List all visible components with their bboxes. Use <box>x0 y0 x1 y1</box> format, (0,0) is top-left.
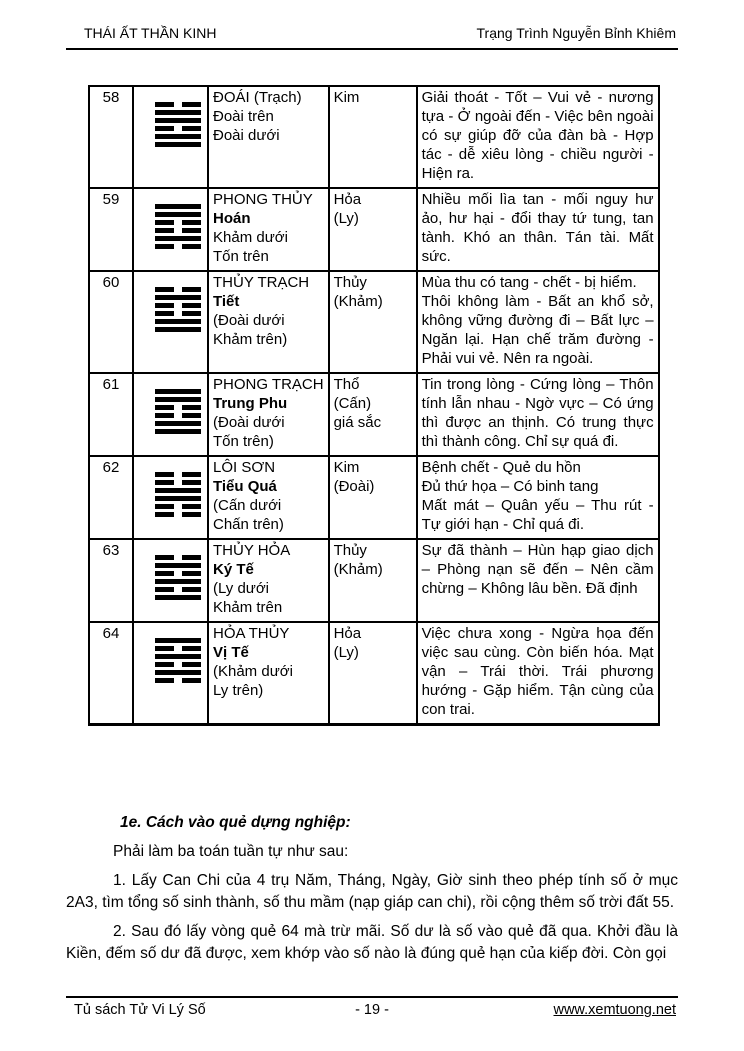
broken-line-icon <box>155 512 201 517</box>
element-line: (Ly) <box>333 644 359 661</box>
hexagram-name-line: LÔI SƠN <box>213 459 276 476</box>
description-cell <box>417 456 659 539</box>
description-cell <box>417 622 659 725</box>
description-paragraph: Giải thoát - Tốt – Vui vẻ - nương tựa - Ở ngoài đến - Việc bên ngoài có sự giúp đỡ của đàn bà - Hợp tác - dễ xiêu lòng - chiều người - Hiện ra. <box>421 89 654 182</box>
solid-line-icon <box>155 118 201 123</box>
element-line: Thủy <box>333 274 367 291</box>
element-line: (Khảm) <box>333 561 383 578</box>
hexagram-icon <box>155 204 201 249</box>
element-line: (Khảm) <box>333 293 383 310</box>
hexagram-figure-cell <box>133 539 208 622</box>
hexagram-name-line: Trung Phu <box>213 395 288 412</box>
hexagram-number: 59 <box>89 188 133 271</box>
hexagram-icon <box>155 472 201 517</box>
description-cell <box>417 271 659 373</box>
section-paragraph: 1. Lấy Can Chi của 4 trụ Năm, Tháng, Ngày, Giờ sinh theo phép tính số ở mục 2A3, tìm tổng số sinh thành, số thu mầm (nạp giáp can chi), rồi cộng thêm số trời đất 55. <box>66 872 678 911</box>
section-paragraph: 2. Sau đó lấy vòng quẻ 64 mà trừ mãi. Số dư là số vào quẻ đã qua. Khởi đầu là Kiền, đếm số dư đã được, xem khớp vào số nào là đúng quẻ hạn của kiếp đời. Còn gọi <box>66 923 678 962</box>
broken-line-icon <box>155 126 201 131</box>
hexagram-name-line: (Ly dưới <box>213 580 270 597</box>
hexagram-name-line: THỦY HỎA <box>213 542 291 559</box>
hexagram-name-line: PHONG THỦY <box>213 191 313 208</box>
hexagram-figure-cell <box>133 188 208 271</box>
description-cell <box>417 539 659 622</box>
page-footer <box>66 996 678 1018</box>
description-paragraph: Tin trong lòng - Cứng lòng – Thôn tính lẫn nhau - Ngờ vực – Có ứng thì được an thịnh. Có trung thực thì thành công. Chỉ sự quá đi. <box>421 376 654 450</box>
table-row <box>89 86 659 188</box>
hexagram-name-cell <box>208 271 329 373</box>
hexagram-name-line: (Cấn dưới <box>213 497 282 514</box>
hexagram-icon <box>155 102 201 147</box>
element-cell <box>329 373 417 456</box>
broken-line-icon <box>155 662 201 667</box>
solid-line-icon <box>155 563 201 568</box>
hexagram-figure-cell <box>133 622 208 725</box>
broken-line-icon <box>155 571 201 576</box>
hexagram-name-line: ĐOÁI (Trạch) <box>213 89 302 106</box>
element-line: Thổ <box>333 376 360 393</box>
element-cell <box>329 456 417 539</box>
broken-line-icon <box>155 287 201 292</box>
hexagram-table-body <box>89 86 659 725</box>
solid-line-icon <box>155 429 201 434</box>
hexagram-name-line: Khảm dưới <box>213 229 288 246</box>
description-paragraph: Bệnh chết - Quẻ du hồn <box>421 459 581 476</box>
hexagram-name-line: Đoài dưới <box>213 127 280 144</box>
table-row <box>89 188 659 271</box>
page-number: - 19 - <box>355 1002 389 1018</box>
broken-line-icon <box>155 413 201 418</box>
hexagram-number: 64 <box>89 622 133 725</box>
solid-line-icon <box>155 488 201 493</box>
element-line: (Đoài) <box>333 478 375 495</box>
hexagram-name-line: PHONG TRẠCH <box>213 376 324 393</box>
hexagram-name-line: Đoài trên <box>213 108 274 125</box>
hexagram-icon <box>155 638 201 683</box>
hexagram-name-cell <box>208 188 329 271</box>
element-cell <box>329 539 417 622</box>
table-row <box>89 622 659 725</box>
table-row <box>89 539 659 622</box>
hexagram-number: 61 <box>89 373 133 456</box>
description-paragraph: Việc chưa xong - Ngừa họa đến việc sau cùng. Còn biến hóa. Mạt vận – Trái thời. Trái phương hướng - Gặp hiểm. Tận cùng của con trai. <box>421 625 654 718</box>
element-line: Kim <box>333 89 360 106</box>
solid-line-icon <box>155 595 201 600</box>
broken-line-icon <box>155 244 201 249</box>
solid-line-icon <box>155 236 201 241</box>
element-line: Hỏa <box>333 625 362 642</box>
solid-line-icon <box>155 319 201 324</box>
solid-line-icon <box>155 134 201 139</box>
element-line: Thủy <box>333 542 367 559</box>
description-paragraph: Nhiều mối lìa tan - mối nguy hư ảo, hư hại - đổi thay tứ tung, tan tành. Khó an thân. Tán tài. Mất sức. <box>421 191 654 265</box>
hexagram-name-line: (Đoài dưới <box>213 414 285 431</box>
hexagram-name-line: Tiểu Quá <box>213 478 277 495</box>
solid-line-icon <box>155 142 201 147</box>
table-row <box>89 456 659 539</box>
hexagram-figure-cell <box>133 456 208 539</box>
hexagram-number: 62 <box>89 456 133 539</box>
hexagram-name-line: Khảm trên) <box>213 331 288 348</box>
hexagram-name-line: Ký Tế <box>213 561 254 578</box>
table-row <box>89 373 659 456</box>
solid-line-icon <box>155 496 201 501</box>
element-line: Kim <box>333 459 360 476</box>
hexagram-name-cell <box>208 622 329 725</box>
broken-line-icon <box>155 405 201 410</box>
hexagram-number: 60 <box>89 271 133 373</box>
broken-line-icon <box>155 678 201 683</box>
solid-line-icon <box>155 327 201 332</box>
description-paragraph: Mất mát – Quân yếu – Thu rút - Tự giới hạn - Chỉ quá đi. <box>421 497 654 533</box>
hexagram-name-line: Tốn trên) <box>213 433 274 450</box>
description-paragraph: Sự đã thành – Hùn hạp giao dịch – Phòng nạn sẽ đến – Nên cầm chừng – Không lâu bền. Đã định <box>421 542 654 597</box>
hexagram-figure-cell <box>133 86 208 188</box>
broken-line-icon <box>155 646 201 651</box>
solid-line-icon <box>155 670 201 675</box>
broken-line-icon <box>155 228 201 233</box>
solid-line-icon <box>155 204 201 209</box>
element-cell <box>329 188 417 271</box>
description-cell <box>417 188 659 271</box>
solid-line-icon <box>155 110 201 115</box>
hexagram-icon <box>155 389 201 434</box>
element-cell <box>329 271 417 373</box>
solid-line-icon <box>155 579 201 584</box>
hexagram-name-line: HỎA THỦY <box>213 625 290 642</box>
description-paragraph: Đủ thứ họa – Có binh tang <box>421 478 599 495</box>
broken-line-icon <box>155 587 201 592</box>
footer-series-title: Tủ sách Tử Vi Lý Số <box>74 1002 206 1018</box>
element-cell <box>329 622 417 725</box>
hexagram-table <box>88 85 660 726</box>
description-cell <box>417 373 659 456</box>
solid-line-icon <box>155 212 201 217</box>
hexagram-figure-cell <box>133 373 208 456</box>
section-paragraph: Phải làm ba toán tuần tự như sau: <box>113 843 349 860</box>
element-line: giá sắc <box>333 414 382 431</box>
hexagram-name-line: (Đoài dưới <box>213 312 285 329</box>
broken-line-icon <box>155 102 201 107</box>
solid-line-icon <box>155 421 201 426</box>
solid-line-icon <box>155 397 201 402</box>
hexagram-name-line: Ly trên) <box>213 682 264 699</box>
hexagram-name-line: Chấn trên) <box>213 516 284 533</box>
hexagram-name-cell <box>208 86 329 188</box>
description-cell <box>417 86 659 188</box>
hexagram-name-cell <box>208 456 329 539</box>
broken-line-icon <box>155 220 201 225</box>
broken-line-icon <box>155 555 201 560</box>
hexagram-name-line: THỦY TRẠCH <box>213 274 310 291</box>
broken-line-icon <box>155 480 201 485</box>
body-section <box>66 812 678 965</box>
element-line: (Ly) <box>333 210 359 227</box>
description-paragraph: Mùa thu có tang - chết - bị hiểm. <box>421 274 637 291</box>
hexagram-number: 58 <box>89 86 133 188</box>
hexagram-name-line: Vị Tế <box>213 644 249 661</box>
hexagram-icon <box>155 555 201 600</box>
description-paragraph: Thôi không làm - Bất an khổ sở, không vững đường đi – Bất lực – Ngăn lại. Hạn chế trăm đường - Phải vui vẻ. Nên ra ngoài. <box>421 293 654 367</box>
broken-line-icon <box>155 504 201 509</box>
hexagram-number: 63 <box>89 539 133 622</box>
element-line: Hỏa <box>333 191 362 208</box>
hexagram-name-line: Tốn trên <box>213 248 269 265</box>
solid-line-icon <box>155 638 201 643</box>
broken-line-icon <box>155 303 201 308</box>
section-heading: 1e. Cách vào quẻ dựng nghiệp: <box>120 814 351 831</box>
hexagram-name-line: Hoán <box>213 210 251 227</box>
hexagram-name-line: (Khảm dưới <box>213 663 293 680</box>
hexagram-name-line: Khảm trên <box>213 599 283 616</box>
hexagram-name-cell <box>208 539 329 622</box>
solid-line-icon <box>155 295 201 300</box>
header-author: Trạng Trình Nguyễn Bỉnh Khiêm <box>476 25 676 41</box>
solid-line-icon <box>155 654 201 659</box>
hexagram-name-cell <box>208 373 329 456</box>
broken-line-icon <box>155 311 201 316</box>
hexagram-icon <box>155 287 201 332</box>
footer-website-link[interactable]: www.xemtuong.net <box>553 1002 676 1018</box>
table-row <box>89 271 659 373</box>
hexagram-figure-cell <box>133 271 208 373</box>
element-line: (Cấn) <box>333 395 372 412</box>
element-cell <box>329 86 417 188</box>
solid-line-icon <box>155 389 201 394</box>
broken-line-icon <box>155 472 201 477</box>
hexagram-name-line: Tiết <box>213 293 240 310</box>
header-book-title: THÁI ẤT THẦN KINH <box>84 25 217 41</box>
page-header <box>66 25 678 50</box>
